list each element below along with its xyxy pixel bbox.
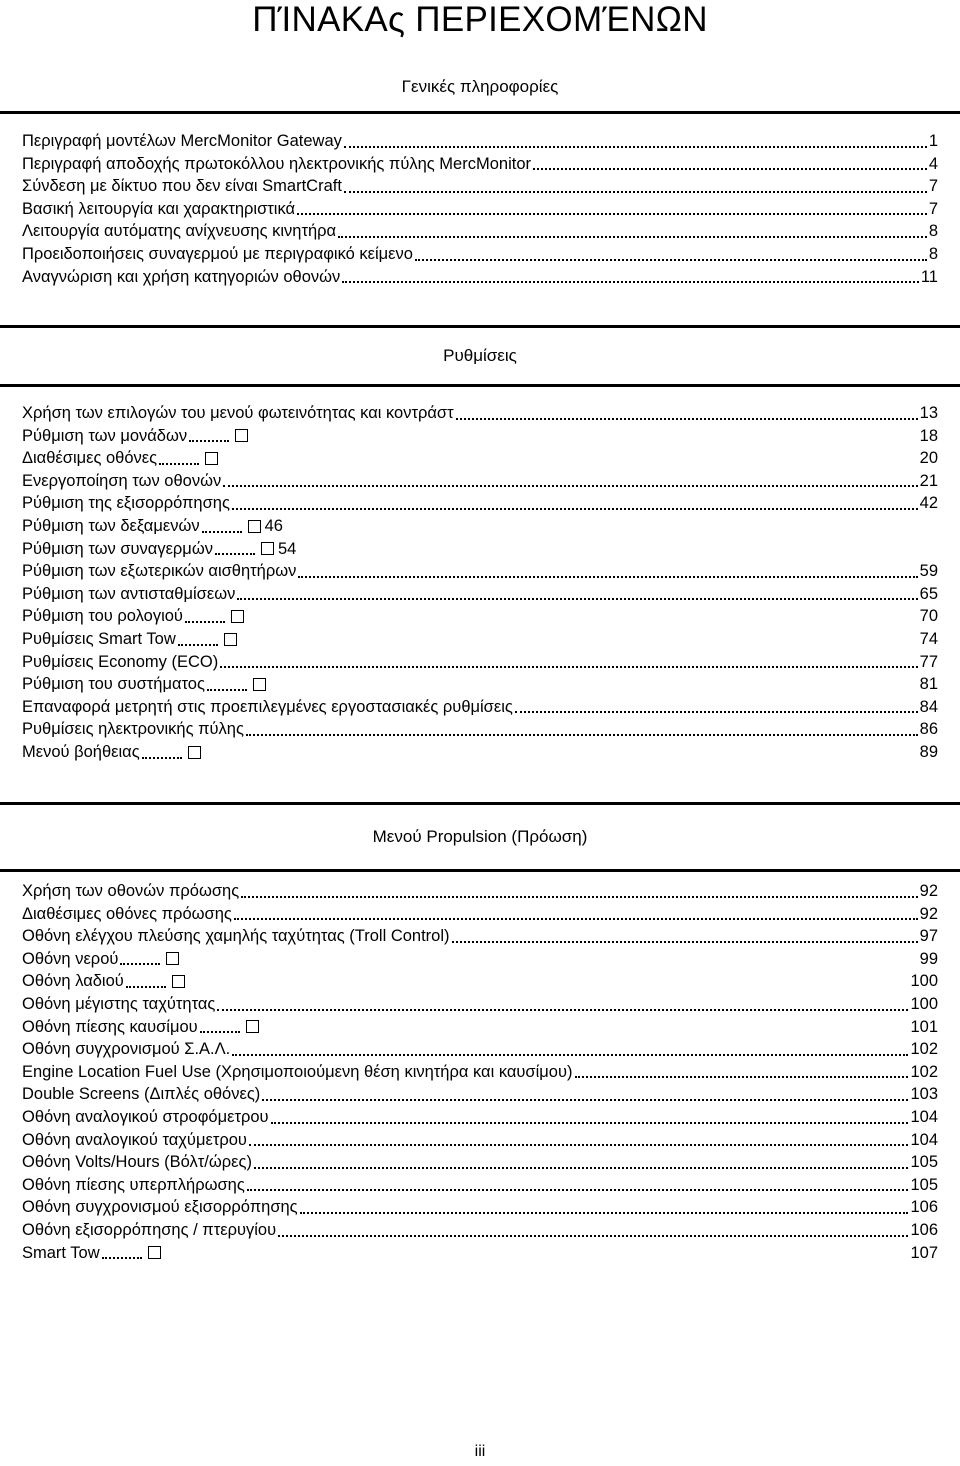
dot-leader bbox=[452, 941, 918, 943]
dot-leader bbox=[102, 1257, 142, 1259]
toc-entry-label: Ρύθμιση του ρολογιού bbox=[22, 607, 183, 626]
toc-entry[interactable] bbox=[22, 515, 938, 538]
toc-entry[interactable] bbox=[22, 220, 938, 243]
toc-entry-page: 97 bbox=[919, 927, 938, 946]
dot-leader bbox=[126, 986, 166, 988]
toc-entry-label: Αναγνώριση και χρήση κατηγοριών οθονών bbox=[22, 267, 341, 286]
toc-entry[interactable] bbox=[22, 925, 938, 948]
toc-entry-page: 89 bbox=[919, 742, 938, 761]
toc-entry-page: 99 bbox=[919, 949, 938, 968]
placeholder-box-icon bbox=[261, 542, 274, 555]
toc-entry-label: Οθόνη αναλογικού στροφόμετρου bbox=[22, 1107, 269, 1126]
toc-entry-page: 92 bbox=[919, 882, 938, 900]
toc-entry[interactable] bbox=[22, 741, 938, 764]
toc-entry-page: 42 bbox=[919, 494, 938, 513]
toc-entry-page: 86 bbox=[919, 720, 938, 739]
toc-entry-label: Περιγραφή μοντέλων MercMonitor Gateway bbox=[22, 132, 342, 150]
toc-entry-label: Ρύθμιση των συναγερμών bbox=[22, 539, 213, 558]
dot-leader bbox=[217, 1009, 908, 1011]
section-heading-text: Ρυθμίσεις bbox=[443, 346, 517, 365]
toc-entry-page: 46 bbox=[264, 516, 283, 535]
toc-entry[interactable] bbox=[22, 130, 938, 153]
toc-entry[interactable] bbox=[22, 673, 938, 696]
toc-entry-label: Ρύθμιση των εξωτερικών αισθητήρων bbox=[22, 562, 297, 581]
section-heading-text: Γενικές πληροφορίες bbox=[401, 76, 559, 96]
toc-entry-label: Οθόνη νερού bbox=[22, 949, 119, 968]
toc-entry[interactable] bbox=[22, 1196, 938, 1219]
dot-leader bbox=[207, 689, 247, 691]
dot-leader bbox=[247, 1189, 909, 1191]
toc-entry-label: Οθόνη ελέγχου πλεύσης χαμηλής ταχύτητας (Troll Control) bbox=[22, 927, 450, 946]
dot-leader bbox=[220, 666, 917, 668]
toc-entry[interactable] bbox=[22, 402, 938, 425]
toc-entry-label: Διαθέσιμες οθόνες πρόωσης bbox=[22, 904, 232, 923]
toc-entry-label: Λειτουργία αυτόματης ανίχνευσης κινητήρα bbox=[22, 222, 337, 241]
toc-entry-page: 104 bbox=[910, 1107, 938, 1126]
toc-entry-label: Ρυθμίσεις Economy (ECO) bbox=[22, 652, 219, 671]
dot-leader bbox=[120, 963, 160, 965]
dot-leader bbox=[185, 621, 225, 623]
toc-entry-page: 104 bbox=[910, 1130, 938, 1149]
toc-entry[interactable] bbox=[22, 175, 938, 198]
toc-entry[interactable] bbox=[22, 1151, 938, 1174]
dot-leader bbox=[533, 168, 927, 170]
toc-entry[interactable] bbox=[22, 1129, 938, 1152]
section-heading bbox=[0, 62, 960, 114]
toc-entry-label: Βασική λειτουργία και χαρακτηριστικά bbox=[22, 199, 296, 218]
placeholder-box-icon bbox=[231, 610, 244, 623]
dot-leader bbox=[246, 734, 918, 736]
toc-entry-page: 81 bbox=[919, 675, 938, 694]
placeholder-box-icon bbox=[248, 520, 261, 533]
toc-entry-label: Οθόνη μέγιστης ταχύτητας bbox=[22, 994, 216, 1013]
toc-entry-page: 20 bbox=[919, 449, 938, 468]
toc-entry-label: Οθόνη αναλογικού ταχύμετρου bbox=[22, 1130, 247, 1149]
placeholder-box-icon bbox=[253, 678, 266, 691]
toc-entry[interactable] bbox=[22, 1038, 938, 1061]
dot-leader bbox=[178, 644, 218, 646]
page-title: ΠΊΝΑΚΑς ΠΕΡΙΕΧΟΜΈΝΩΝ bbox=[252, 0, 708, 39]
toc-entry[interactable] bbox=[22, 880, 938, 903]
toc-entry[interactable] bbox=[22, 470, 938, 493]
entries-settings bbox=[22, 402, 938, 764]
toc-entry-page: 101 bbox=[910, 1017, 938, 1036]
dot-leader bbox=[415, 259, 927, 261]
dot-leader bbox=[515, 711, 918, 713]
entries-propulsion bbox=[22, 880, 938, 1264]
toc-entry-label: Περιγραφή αποδοχής πρωτοκόλλου ηλεκτρονικής πύλης MercMonitor bbox=[22, 154, 531, 173]
toc-entry-page: 21 bbox=[919, 471, 938, 490]
dot-leader bbox=[271, 1122, 909, 1124]
placeholder-box-icon bbox=[205, 452, 218, 465]
toc-entry-label: Σύνδεση με δίκτυο που δεν είναι SmartCraft bbox=[22, 177, 342, 196]
placeholder-box-icon bbox=[166, 952, 179, 965]
toc-entry[interactable] bbox=[22, 560, 938, 583]
toc-entry-page: 13 bbox=[919, 404, 938, 422]
toc-entry-page: 105 bbox=[910, 1153, 938, 1172]
toc-entry-page: 8 bbox=[928, 222, 938, 241]
toc-entry[interactable] bbox=[22, 1083, 938, 1106]
toc-entry[interactable] bbox=[22, 605, 938, 628]
dot-leader bbox=[342, 281, 919, 283]
section-settings bbox=[0, 325, 960, 387]
dot-leader bbox=[241, 896, 917, 898]
toc-entry[interactable] bbox=[22, 696, 938, 719]
toc-entry-label: Engine Location Fuel Use (Χρησιμοποιούμενη θέση κινητήρα και καυσίμου) bbox=[22, 1062, 573, 1081]
dot-leader bbox=[189, 440, 229, 442]
dot-leader bbox=[297, 213, 927, 215]
toc-entry-page: 18 bbox=[919, 426, 938, 445]
toc-entry[interactable] bbox=[22, 243, 938, 266]
toc-entry-label: Ρύθμιση των μονάδων bbox=[22, 426, 188, 445]
toc-entry[interactable] bbox=[22, 1219, 938, 1242]
dot-leader bbox=[200, 1031, 240, 1033]
toc-entry-label: Οθόνη εξισορρόπησης / πτερυγίου bbox=[22, 1220, 277, 1239]
section-general bbox=[0, 62, 960, 114]
toc-entry-page: 84 bbox=[919, 697, 938, 716]
dot-leader bbox=[456, 418, 918, 420]
section-heading bbox=[0, 325, 960, 387]
dot-leader bbox=[159, 463, 199, 465]
toc-entry[interactable] bbox=[22, 583, 938, 606]
toc-entry[interactable] bbox=[22, 492, 938, 515]
toc-entry-label: Οθόνη πίεσης υπερπλήρωσης bbox=[22, 1175, 245, 1194]
dot-leader bbox=[298, 576, 917, 578]
toc-entry-label: Ρυθμίσεις ηλεκτρονικής πύλης bbox=[22, 720, 244, 739]
placeholder-box-icon bbox=[224, 633, 237, 646]
placeholder-box-icon bbox=[148, 1246, 161, 1259]
dot-leader bbox=[223, 485, 917, 487]
toc-entry[interactable] bbox=[22, 718, 938, 741]
placeholder-box-icon bbox=[188, 746, 201, 759]
placeholder-box-icon bbox=[172, 975, 185, 988]
entries-general bbox=[22, 130, 938, 288]
dot-leader bbox=[344, 191, 927, 193]
toc-entry[interactable] bbox=[22, 153, 938, 176]
toc-entry-page: 8 bbox=[928, 244, 938, 263]
toc-entry-page: 7 bbox=[928, 199, 938, 218]
toc-entry-page: 100 bbox=[910, 972, 938, 991]
toc-entry-page: 77 bbox=[919, 652, 938, 671]
toc-entry-page: 4 bbox=[928, 154, 938, 173]
toc-entry-label: Οθόνη Volts/Hours (Βόλτ/ώρες) bbox=[22, 1153, 252, 1172]
toc-entry-label: Οθόνη πίεσης καυσίμου bbox=[22, 1017, 198, 1036]
toc-entry[interactable] bbox=[22, 1016, 938, 1039]
toc-entry-page: 102 bbox=[910, 1040, 938, 1059]
toc-entry-label: Smart Tow bbox=[22, 1243, 100, 1262]
placeholder-box-icon bbox=[235, 429, 248, 442]
section-heading bbox=[0, 802, 960, 872]
toc-entry-label: Επαναφορά μετρητή στις προεπιλεγμένες εργοστασιακές ρυθμίσεις bbox=[22, 697, 513, 716]
toc-entry-page: 65 bbox=[919, 584, 938, 603]
toc-entry-label: Οθόνη συγχρονισμού Σ.Α.Λ. bbox=[22, 1040, 231, 1059]
dot-leader bbox=[254, 1167, 909, 1169]
toc-entry-label: Double Screens (Διπλές οθόνες) bbox=[22, 1085, 261, 1104]
toc-entry-label: Ρυθμίσεις Smart Tow bbox=[22, 629, 176, 648]
toc-entry[interactable] bbox=[22, 948, 938, 971]
toc-entry-page: 100 bbox=[910, 994, 938, 1013]
dot-leader bbox=[232, 508, 918, 510]
toc-entry-page: 105 bbox=[910, 1175, 938, 1194]
toc-entry[interactable] bbox=[22, 538, 938, 561]
toc-entry-page: 106 bbox=[910, 1220, 938, 1239]
page-number: iii bbox=[474, 1443, 486, 1460]
dot-leader bbox=[249, 1144, 909, 1146]
toc-entry-page: 70 bbox=[919, 607, 938, 626]
section-heading-text: Μενού Propulsion (Πρόωση) bbox=[372, 827, 588, 846]
dot-leader bbox=[202, 531, 242, 533]
placeholder-box-icon bbox=[246, 1020, 259, 1033]
toc-entry-label: Χρήση των οθονών πρόωσης bbox=[22, 882, 240, 900]
toc-entry-page: 107 bbox=[910, 1243, 938, 1262]
toc-entry-label: Χρήση των επιλογών του μενού φωτεινότητας και κοντράστ bbox=[22, 404, 454, 422]
dot-leader bbox=[278, 1235, 908, 1237]
toc-entry[interactable] bbox=[22, 1174, 938, 1197]
toc-entry-label: Διαθέσιμες οθόνες bbox=[22, 449, 158, 468]
toc-entry[interactable] bbox=[22, 970, 938, 993]
dot-leader bbox=[215, 553, 255, 555]
toc-entry-page: 103 bbox=[910, 1085, 938, 1104]
section-propulsion bbox=[0, 802, 960, 872]
dot-leader bbox=[234, 918, 918, 920]
toc-entry-label: Ρύθμιση των δεξαμενών bbox=[22, 516, 200, 535]
toc-entry-page: 54 bbox=[277, 539, 297, 558]
dot-leader bbox=[142, 757, 182, 759]
toc-entry[interactable] bbox=[22, 425, 938, 448]
dot-leader bbox=[344, 146, 927, 148]
dot-leader bbox=[300, 1212, 909, 1214]
toc-entry-label: Προειδοποιήσεις συναγερμού με περιγραφικό κείμενο bbox=[22, 244, 413, 263]
toc-entry-label: Μενού βοήθειας bbox=[22, 742, 140, 761]
toc-entry-page: 59 bbox=[919, 562, 938, 581]
toc-entry[interactable] bbox=[22, 1106, 938, 1129]
toc-entry-label: Ενεργοποίηση των οθονών bbox=[22, 471, 222, 490]
dot-leader bbox=[575, 1076, 909, 1078]
toc-entry-page: 74 bbox=[919, 629, 938, 648]
toc-entry-label: Οθόνη συγχρονισμού εξισορρόπησης bbox=[22, 1198, 298, 1217]
toc-entry[interactable] bbox=[22, 628, 938, 651]
toc-entry[interactable] bbox=[22, 266, 938, 289]
toc-entry[interactable] bbox=[22, 651, 938, 674]
toc-entry-page: 106 bbox=[910, 1198, 938, 1217]
toc-entry[interactable] bbox=[22, 447, 938, 470]
toc-entry[interactable] bbox=[22, 1242, 938, 1265]
toc-entry-label: Ρύθμιση της εξισορρόπησης bbox=[22, 494, 230, 513]
toc-entry-page: 102 bbox=[910, 1062, 938, 1081]
dot-leader bbox=[262, 1099, 908, 1101]
dot-leader bbox=[237, 598, 917, 600]
dot-leader bbox=[338, 236, 927, 238]
toc-entry[interactable] bbox=[22, 903, 938, 926]
toc-entry-label: Ρύθμιση των αντισταθμίσεων bbox=[22, 584, 236, 603]
toc-entry[interactable] bbox=[22, 993, 938, 1016]
toc-entry-page: 1 bbox=[928, 132, 938, 150]
dot-leader bbox=[232, 1054, 908, 1056]
toc-entry-page: 92 bbox=[919, 904, 938, 923]
toc-entry[interactable] bbox=[22, 1061, 938, 1084]
toc-entry-label: Οθόνη λαδιού bbox=[22, 972, 124, 991]
toc-entry-page: 7 bbox=[928, 177, 938, 196]
toc-entry[interactable] bbox=[22, 198, 938, 221]
toc-entry-label: Ρύθμιση του συστήματος bbox=[22, 675, 205, 694]
toc-entry-page: 11 bbox=[920, 267, 938, 286]
